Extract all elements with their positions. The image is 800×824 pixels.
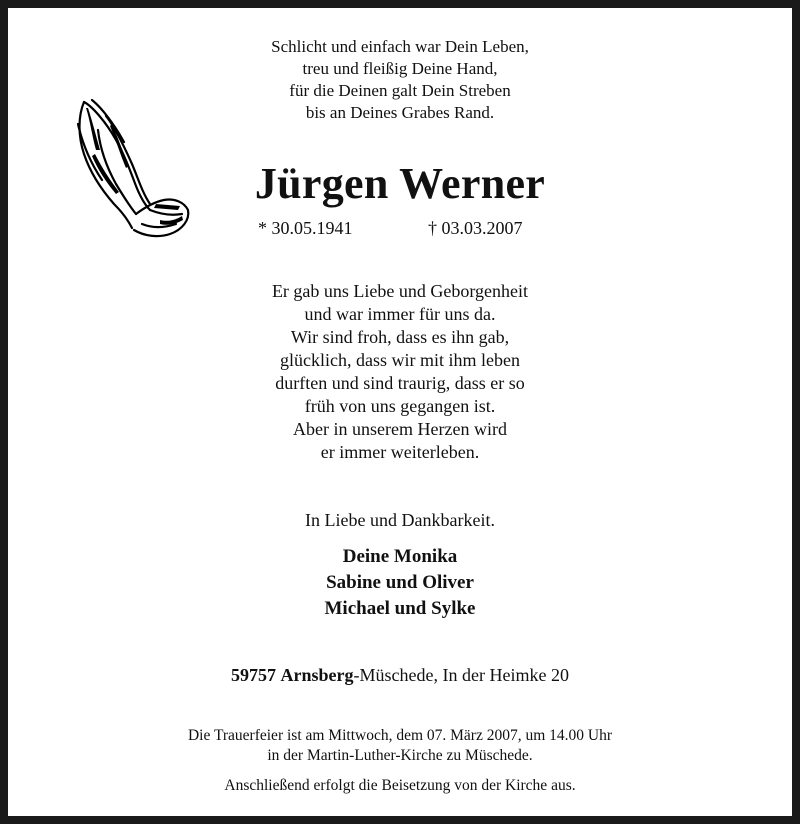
verse-line: und war immer für uns da.	[304, 304, 496, 324]
address-street: -Müschede, In der Heimke 20	[353, 665, 569, 685]
closing-line: In Liebe und Dankbarkeit.	[305, 510, 495, 530]
family-signatures	[8, 544, 792, 622]
verse-line: glücklich, dass wir mit ihm leben	[280, 350, 520, 370]
family-member: Sabine und Oliver	[326, 572, 474, 593]
verse-line: Schlicht und einfach war Dein Leben,	[271, 37, 529, 56]
family-member: Deine Monika	[342, 546, 458, 567]
funeral-information	[8, 726, 792, 796]
verse-line: für die Deinen galt Dein Streben	[289, 81, 511, 100]
birth-date: * 30.05.1941	[258, 218, 353, 238]
verse-line: treu und fleißig Deine Hand,	[302, 59, 498, 78]
family-address	[8, 663, 792, 687]
verse-line: Wir sind froh, dass es ihn gab,	[290, 327, 510, 347]
service-line: Die Trauerfeier ist am Mittwoch, dem 07. März 2007, um 14.00 Uhr	[187, 727, 613, 744]
verse-line: bis an Deines Grabes Rand.	[305, 103, 495, 122]
memorial-verse	[8, 280, 792, 464]
burial-line: Anschließend erfolgt die Beisetzung von der Kirche aus.	[224, 777, 576, 794]
verse-line: Er gab uns Liebe und Geborgenheit	[271, 281, 529, 301]
verse-line: Aber in unserem Herzen wird	[293, 419, 507, 439]
opening-verse	[8, 36, 792, 124]
address-city: Arnsberg	[280, 665, 354, 685]
verse-line: durften und sind traurig, dass er so	[275, 373, 525, 393]
deceased-name: Jürgen Werner	[254, 159, 546, 208]
verse-line: früh von uns gegangen ist.	[304, 396, 496, 416]
address-postcode: 59757	[231, 665, 277, 685]
verse-line: er immer weiterleben.	[320, 442, 480, 462]
family-member: Michael und Sylke	[324, 598, 476, 619]
service-line: in der Martin-Luther-Kirche zu Müschede.	[267, 747, 533, 764]
death-date: † 03.03.2007	[428, 218, 523, 238]
